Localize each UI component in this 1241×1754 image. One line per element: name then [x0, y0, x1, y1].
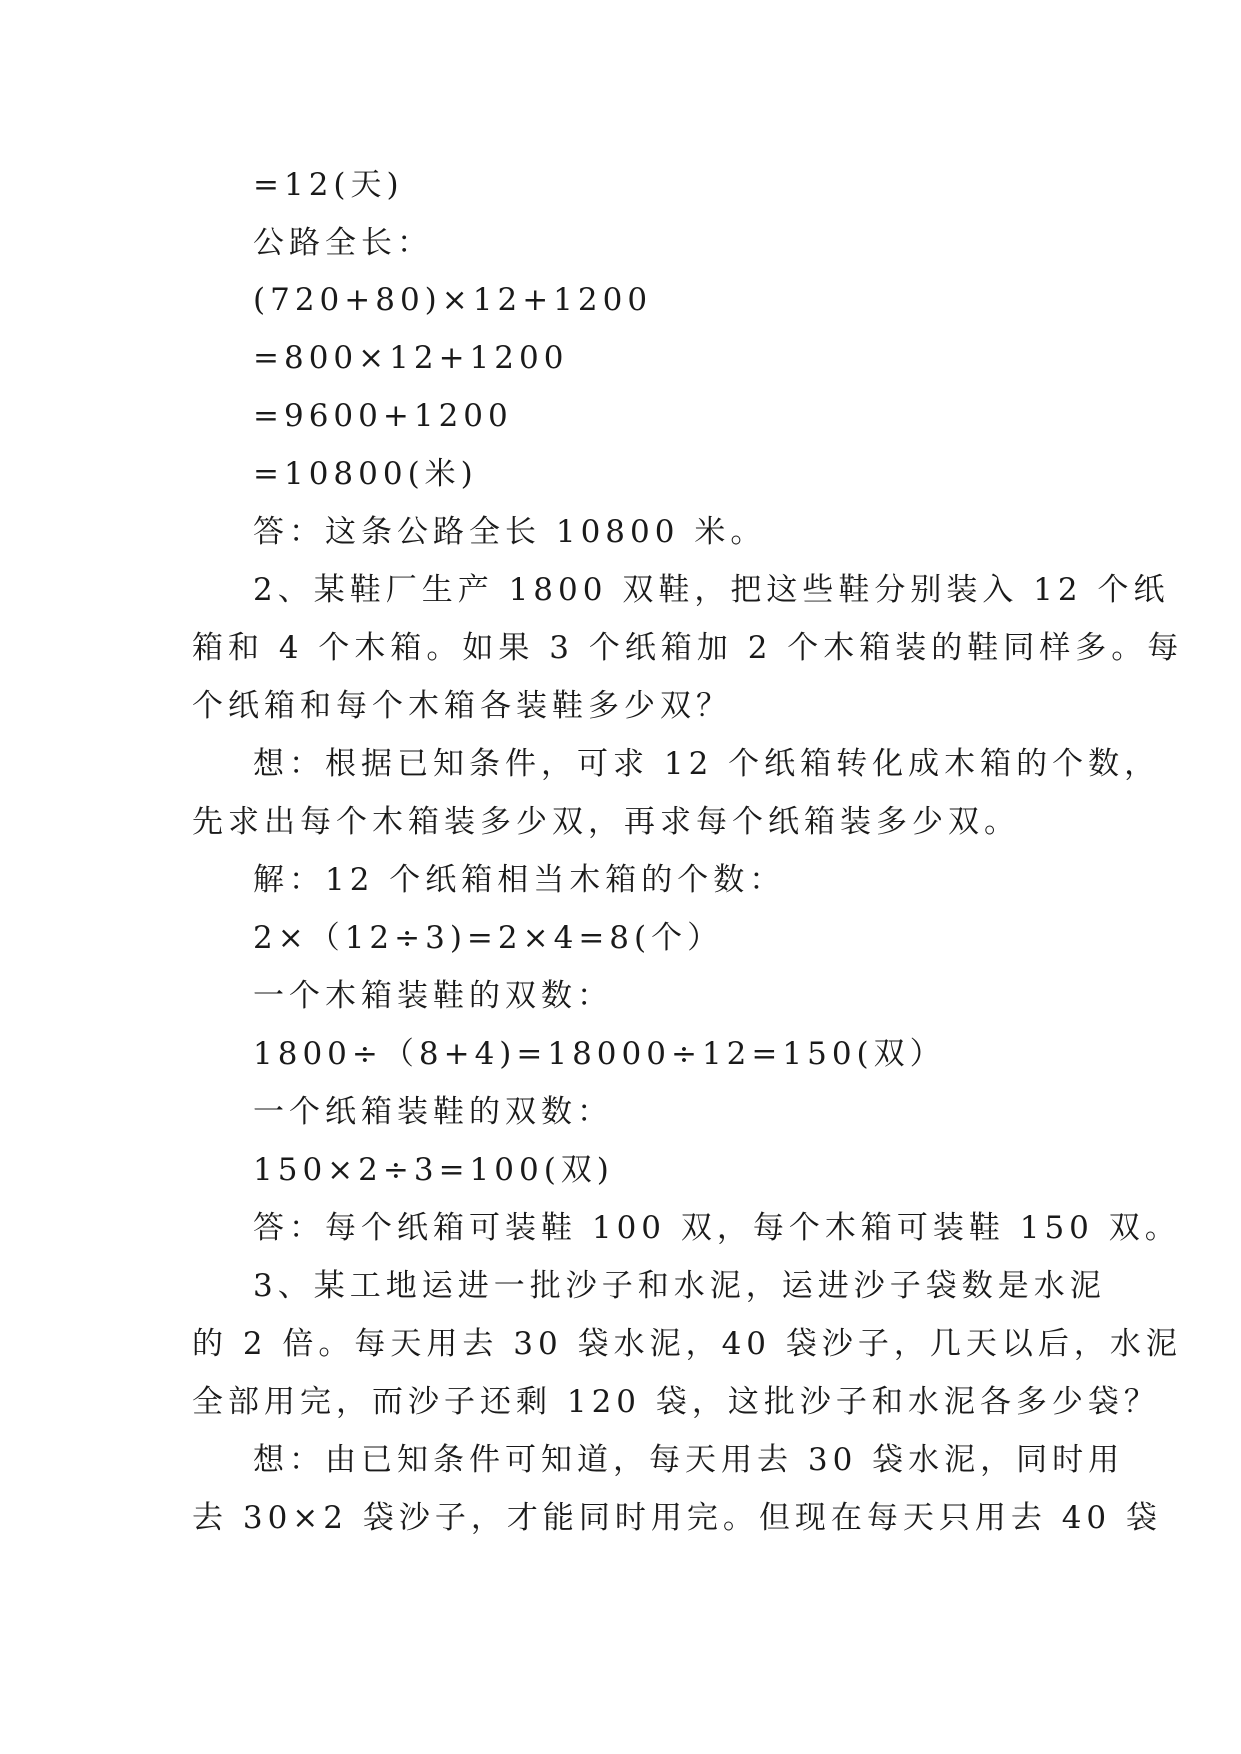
problem-2-line: 2、某鞋厂生产 1800 双鞋，把这些鞋分别装入 12 个纸 — [253, 572, 1170, 608]
problem-2-line: 个纸箱和每个木箱各装鞋多少双？ — [192, 688, 732, 724]
text-line: 一个纸箱装鞋的双数： — [253, 1094, 613, 1130]
text-line: =10800(米) — [253, 456, 478, 492]
equation-line: 2×（12÷3)=2×4=8(个） — [253, 920, 724, 956]
answer-line: 答：这条公路全长 10800 米。 — [253, 514, 767, 550]
solution-line: 解：12 个纸箱相当木箱的个数： — [253, 862, 786, 898]
text-line: =800×12+1200 — [253, 340, 569, 376]
equation-line: 1800÷（8+4)=18000÷12=150(双） — [253, 1036, 946, 1072]
problem-2-line: 箱和 4 个木箱。如果 3 个纸箱加 2 个木箱装的鞋同样多。每 — [192, 630, 1184, 666]
problem-3-line: 的 2 倍。每天用去 30 袋水泥，40 袋沙子，几天以后，水泥 — [192, 1326, 1182, 1362]
text-line: =9600+1200 — [253, 398, 513, 434]
problem-3-line: 3、某工地运进一批沙子和水泥，运进沙子袋数是水泥 — [253, 1268, 1106, 1304]
text-line: =12(天) — [253, 167, 404, 203]
answer-line: 答：每个纸箱可装鞋 100 双，每个木箱可装鞋 150 双。 — [253, 1210, 1181, 1246]
equation-line: 150×2÷3=100(双) — [253, 1152, 614, 1188]
thinking-line: 去 30×2 袋沙子，才能同时用完。但现在每天只用去 40 袋 — [192, 1500, 1163, 1536]
thinking-line: 想：由已知条件可知道，每天用去 30 袋水泥，同时用 — [253, 1442, 1125, 1478]
problem-3-line: 全部用完，而沙子还剩 120 袋，这批沙子和水泥各多少袋？ — [192, 1384, 1160, 1420]
text-line: (720+80)×12+1200 — [253, 282, 653, 318]
text-line: 一个木箱装鞋的双数： — [253, 978, 613, 1014]
text-line: 公路全长： — [253, 225, 433, 261]
thinking-line: 想：根据已知条件，可求 12 个纸箱转化成木箱的个数， — [253, 746, 1161, 782]
thinking-line: 先求出每个木箱装多少双，再求每个纸箱装多少双。 — [192, 804, 1020, 840]
